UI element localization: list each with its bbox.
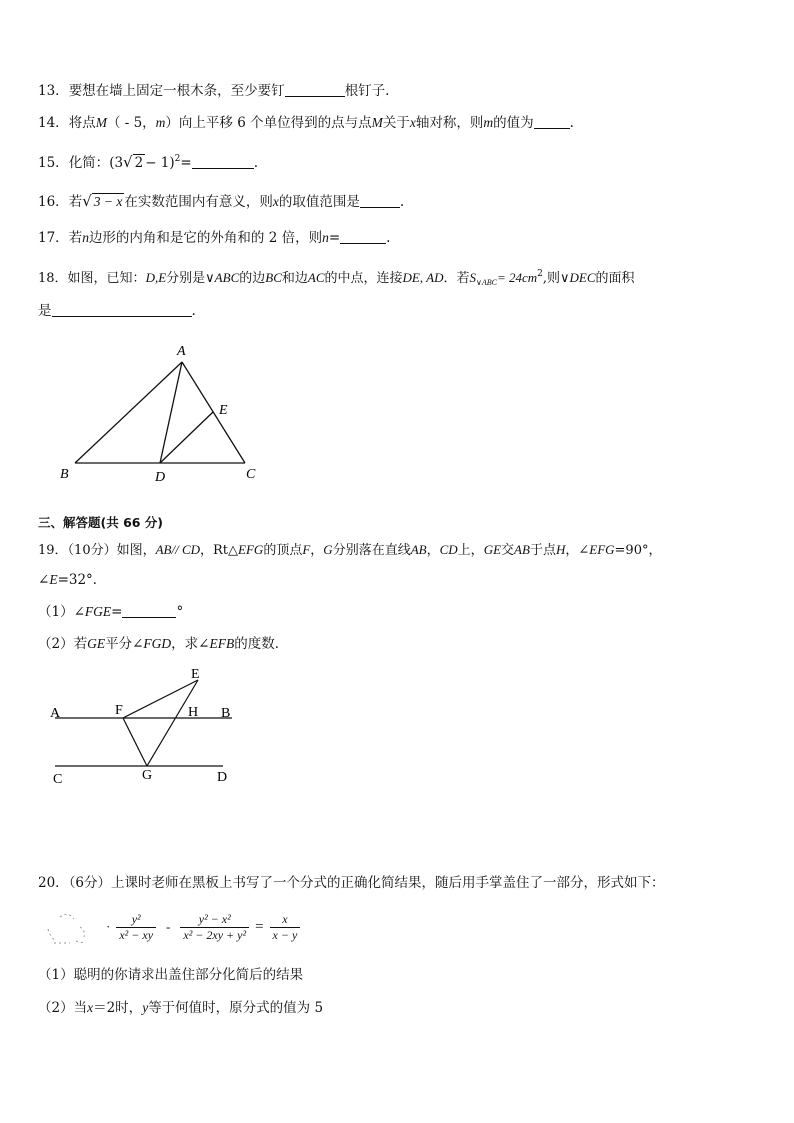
q18-triangle-dec: ∨DEC <box>560 270 596 285</box>
section-3-title: 三、解答题(共 66 分) <box>38 515 164 530</box>
q19-part1-eq: = <box>111 604 123 620</box>
q16-number: 16． <box>38 194 69 210</box>
question-18 <box>38 265 764 292</box>
q19-angle-e: E <box>49 572 58 587</box>
question-20 <box>38 874 764 892</box>
question-14 <box>38 114 764 132</box>
q18-side-bc: BC <box>265 270 282 285</box>
q17-var-n2: n <box>322 230 329 245</box>
q20-part2-a: （2）当 <box>38 1000 88 1016</box>
q19-text-j: =90°， <box>614 543 662 558</box>
q17-answer-blank[interactable] <box>340 229 386 244</box>
question-20-part1: （1）聪明的你请求出盖住部分化简后的结果 <box>38 967 304 983</box>
q15-answer-blank[interactable] <box>192 154 254 169</box>
q19-triangle-efg: EFG <box>238 542 264 557</box>
q20-part2-c: 等于何值时，原分式的值为 5 <box>148 1000 324 1016</box>
q20-part2-y: y <box>142 1000 149 1015</box>
fig19-label-e: E <box>191 667 200 682</box>
q17-text-b: 边形的内角和是它的外角和的 2 倍，则 <box>88 230 323 246</box>
q19-part1-angle: FGE <box>84 604 112 619</box>
q20-fraction-1 <box>116 912 156 943</box>
fig19-label-h: H <box>188 705 199 720</box>
q19-part2-fgd: FGD <box>143 636 172 651</box>
q14-answer-blank[interactable] <box>534 114 570 129</box>
q18-text-a: 如图，已知： <box>67 271 146 286</box>
q19-text-b: 的顶点 <box>263 543 303 558</box>
q15-text-a: 化简： <box>68 155 110 171</box>
q18-area-sub: ∨ABC <box>476 278 497 287</box>
q15-tail: . <box>253 155 259 171</box>
q19-segment-ge: GE <box>483 542 502 557</box>
q18-area-s: S <box>469 270 476 285</box>
q20-f2-denominator: x² − 2xy + y² <box>180 927 249 943</box>
q14-text-d: 轴对称，则 <box>415 115 484 131</box>
q18-text-f: ．若 <box>443 271 470 286</box>
q20-number: 20． <box>38 875 69 891</box>
q15-expr-b: − 1) <box>145 155 175 171</box>
q18-text-e: 的中点，连接 <box>324 271 403 286</box>
q14-text-c: 关于 <box>382 115 410 131</box>
q20-fraction-2 <box>180 912 249 943</box>
fig18-segment-de <box>160 412 213 463</box>
fig18-side-ac <box>182 362 245 463</box>
q19-part1-a: （1）∠ <box>38 604 85 620</box>
fig18-label-d: D <box>155 470 166 485</box>
q20-equals: = <box>255 918 264 935</box>
q18-triangle-abc: ∨ABC <box>205 270 240 285</box>
q18-text-c: 的边 <box>239 271 266 286</box>
q18-tail: . <box>191 303 196 319</box>
question-20-part2 <box>38 999 764 1017</box>
q16-var-x: x <box>272 194 279 209</box>
q15-exponent: 2 <box>174 154 181 164</box>
fig19-segment-fg <box>123 718 147 766</box>
fig18-label-e: E <box>219 403 228 418</box>
q20-f2-numerator: y² − x² <box>198 911 231 926</box>
q19-line2-a: ∠ <box>38 572 50 588</box>
q19-point-g: G <box>323 542 333 557</box>
q19-part2-a: （2）若 <box>38 636 88 652</box>
figure-18-triangle <box>50 338 280 488</box>
q20-fraction-3 <box>270 912 301 943</box>
q13-text: 要想在墙上固定一根木条，至少要钉 <box>68 83 285 99</box>
q17-number: 17． <box>38 230 69 246</box>
q15-expr-a: (3 <box>109 155 124 171</box>
q16-text-c: 的取值范围是 <box>278 194 360 210</box>
q20-dot: · <box>106 919 111 934</box>
fig18-segment-ad <box>160 362 182 463</box>
question-13 <box>38 82 764 100</box>
q18-segments: DE, AD <box>402 270 444 285</box>
fig18-label-b: B <box>60 467 69 482</box>
q16-root-content: 3 − x <box>93 194 123 209</box>
q14-coords: （ - 5， <box>106 115 156 131</box>
q19-text-e: ， <box>426 543 440 558</box>
question-16 <box>38 192 764 211</box>
q19-text-a: ，Rt△ <box>200 543 239 558</box>
q13-answer-blank[interactable] <box>285 82 345 97</box>
q14-text-a: 将点 <box>68 115 96 131</box>
q18-line2-text: 是 <box>38 303 52 319</box>
fig19-label-f: F <box>115 703 123 718</box>
fig18-label-c: C <box>246 467 256 482</box>
q14-var-m2: m <box>483 115 494 130</box>
question-19-line2 <box>38 571 764 589</box>
q19-text-g: 交 <box>501 543 515 558</box>
q14-point-m2: M <box>371 115 383 130</box>
q19-text-i: ，∠ <box>565 543 590 558</box>
q15-equals: = <box>180 155 192 171</box>
q15-root-content: 2 <box>134 155 144 171</box>
fig19-label-c: C <box>53 772 63 787</box>
question-19 <box>38 541 764 560</box>
q18-answer-blank[interactable] <box>52 302 192 317</box>
question-19-part1 <box>38 603 764 621</box>
q19-score: （10分）如图， <box>67 543 156 558</box>
q20-minus: - <box>166 919 171 934</box>
q17-tail: . <box>386 230 391 246</box>
q18-text-d: 和边 <box>281 271 308 286</box>
q16-text-a: 若 <box>68 194 83 210</box>
q19-text-d: 分别落在直线 <box>332 543 411 558</box>
q16-sqrt: √ 3 − x <box>82 192 123 210</box>
q18-area-exp: 2 <box>537 269 543 279</box>
question-18-line2 <box>38 302 764 320</box>
q14-text-e: 的值为 <box>493 115 534 131</box>
q19-line-ab: AB <box>410 542 427 557</box>
fig19-label-a: A <box>50 706 61 721</box>
q20-text: （6分）上课时老师在黑板上书写了一个分式的正确化简结果，随后用手掌盖住了一部分，形式如下： <box>68 875 665 891</box>
fig19-label-b: B <box>221 706 231 721</box>
q18-area-eq: = 24cm <box>496 270 538 285</box>
q18-side-ac: AC <box>307 270 325 285</box>
q14-var-x: x <box>409 115 416 130</box>
fig18-side-ab <box>75 362 182 463</box>
q20-f3-numerator: x <box>282 911 288 926</box>
q17-var-n: n <box>82 230 89 245</box>
q14-tail: . <box>569 115 574 131</box>
q18-text-g: ,则 <box>542 271 561 286</box>
figure-19-parallel-lines <box>45 665 245 790</box>
q18-text-h: 的面积 <box>595 271 635 286</box>
q19-part2-b: 平分∠ <box>105 636 144 652</box>
q14-var-m: m <box>155 115 166 130</box>
q15-number: 15． <box>38 155 69 171</box>
q19-angle-efg: EFG <box>589 542 615 557</box>
question-19-part2 <box>38 635 764 653</box>
q19-text-f: 上， <box>457 543 484 558</box>
q20-part2-b: ＝2时， <box>93 1000 143 1016</box>
q19-point-f: F <box>302 542 311 557</box>
q14-text-b: ）向上平移 6 个单位得到的点与点 <box>165 115 372 131</box>
q19-text-h: 于点 <box>529 543 556 558</box>
q17-text-c: = <box>328 230 341 246</box>
q15-sqrt: √ 2 <box>123 153 144 171</box>
fig19-label-g: G <box>142 768 153 783</box>
q18-points-de: D,E <box>145 270 167 285</box>
q20-part2-x: x <box>87 1000 94 1015</box>
q19-parallel: AB// CD <box>155 542 201 557</box>
q19-line2-b: =32°． <box>57 572 107 588</box>
q16-answer-blank[interactable] <box>360 193 400 208</box>
q19-line-ab2: AB <box>514 542 530 557</box>
q20-f3-denominator: x − y <box>270 927 301 943</box>
q14-number: 14． <box>38 115 69 131</box>
q19-part2-c: ，求∠ <box>171 636 210 652</box>
q19-point-h: H <box>555 542 566 557</box>
q16-tail: . <box>399 194 405 210</box>
q19-part2-ge: GE <box>87 636 106 651</box>
q13-text-end: 根钉子. <box>344 83 390 99</box>
q16-text-b: 在实数范围内有意义，则 <box>124 194 273 210</box>
question-15 <box>38 150 764 172</box>
question-17 <box>38 229 764 247</box>
q19-part1-answer-blank[interactable] <box>122 603 176 618</box>
q17-text-a: 若 <box>68 230 83 246</box>
q20-f1-denominator: x² − xy <box>116 927 156 943</box>
q18-text-b: 分别是 <box>166 271 206 286</box>
q19-part1-degree: ° <box>176 604 184 620</box>
fig19-label-d: D <box>217 770 228 785</box>
q18-number: 18． <box>38 271 68 286</box>
q20-f1-numerator: y² <box>131 911 141 926</box>
q19-part2-efb: EFB <box>209 636 235 651</box>
q14-point-m: M <box>95 115 107 130</box>
fig18-label-a: A <box>177 344 186 359</box>
q19-line-cd: CD <box>439 542 458 557</box>
q20-formula <box>40 905 302 949</box>
q19-part2-d: 的度数． <box>234 636 289 652</box>
q13-number: 13． <box>38 83 69 99</box>
q19-text-c: ， <box>310 543 324 558</box>
hand-covered-area <box>40 907 102 947</box>
q19-number: 19． <box>38 543 68 558</box>
